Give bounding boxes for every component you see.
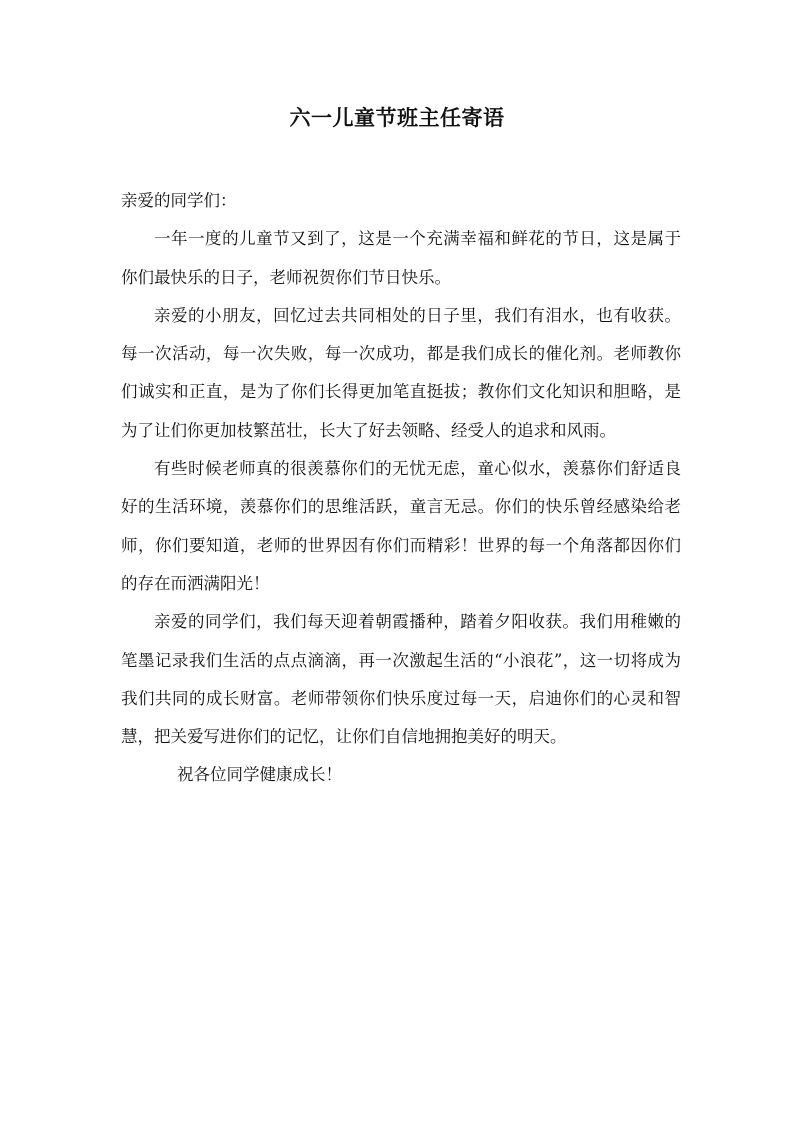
paragraph-1: 一年一度的儿童节又到了，这是一个充满幸福和鲜花的节日，这是属于你们最快乐的日子，老师祝贺你们节日快乐。 bbox=[121, 229, 681, 287]
paragraph-3: 有些时候老师真的很羡慕你们的无忧无虑，童心似水，羡慕你们舒适良好的生活环境，羡慕你们的思维活跃，童言无忌。你们的快乐曾经感染给老师，你们要知道，老师的世界因有你们而精彩！世界的每一个角落都因你们的存在而洒满阳光！ bbox=[121, 459, 681, 593]
document-body bbox=[121, 182, 681, 795]
paragraph-4: 亲爱的同学们，我们每天迎着朝霞播种，踏着夕阳收获。我们用稚嫩的笔墨记录我们生活的点点滴滴，再一次激起生活的“小浪花”，这一切将成为我们共同的成长财富。老师带领你们快乐度过每一天，启迪你们的心灵和智慧，把关爱写进你们的记忆，让你们自信地拥抱美好的明天。 bbox=[121, 612, 681, 747]
paragraph-2: 亲爱的小朋友，回忆过去共同相处的日子里，我们有泪水，也有收获。每一次活动，每一次失败，每一次成功，都是我们成长的催化剂。老师教你们诚实和正直，是为了你们长得更加笔直挺拔；教你们文化知识和胆略，是为了让们你更加枝繁茁壮，长大了好去领略、经受人的追求和风雨。 bbox=[121, 305, 681, 440]
document-title: 六一儿童节班主任寄语 bbox=[289, 105, 505, 130]
salutation: 亲爱的同学们： bbox=[121, 191, 237, 210]
closing-wish: 祝各位同学健康成长！ bbox=[177, 765, 342, 785]
